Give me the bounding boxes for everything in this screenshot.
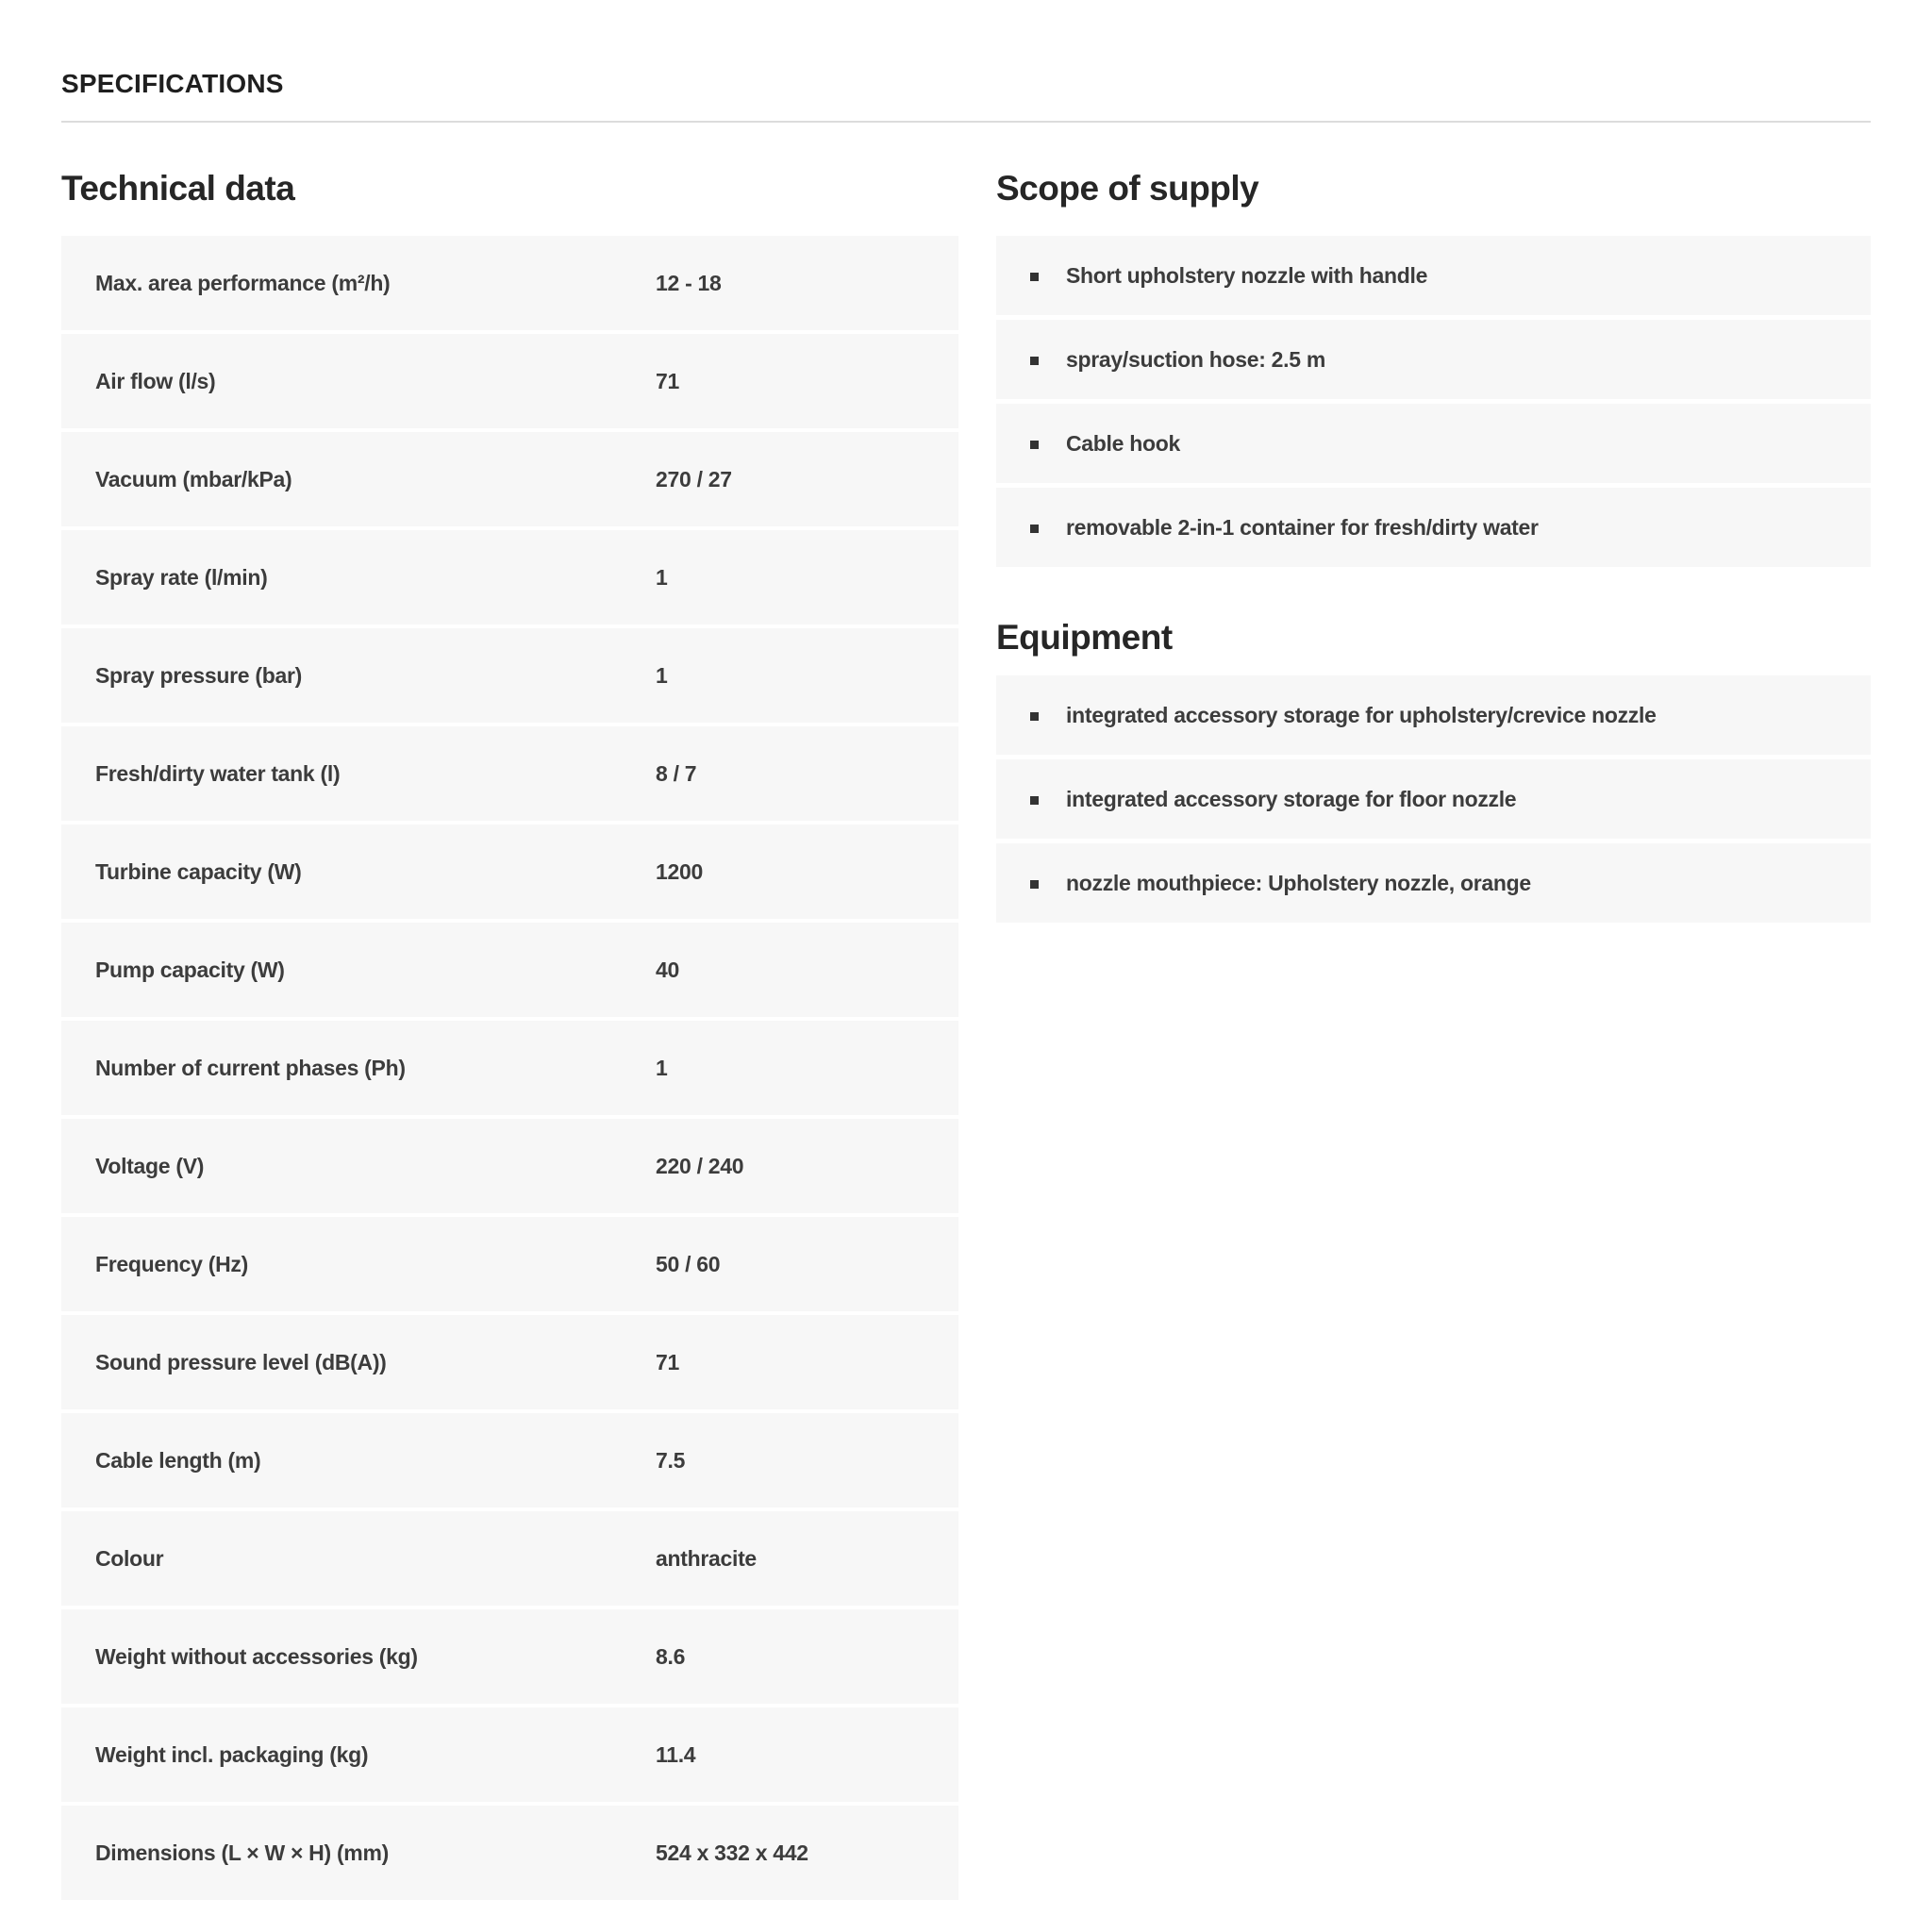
list-item bbox=[996, 759, 1871, 839]
list-item bbox=[996, 843, 1871, 923]
table-row bbox=[61, 923, 958, 1017]
spec-value: 1 bbox=[656, 1055, 668, 1080]
technical-data-table bbox=[61, 236, 958, 1900]
spec-label: Pump capacity (W) bbox=[95, 957, 285, 982]
table-row bbox=[61, 726, 958, 821]
table-row bbox=[61, 530, 958, 625]
scope-of-supply-heading: Scope of supply bbox=[996, 169, 1259, 208]
table-row bbox=[61, 334, 958, 428]
spec-label: Weight without accessories (kg) bbox=[95, 1643, 418, 1669]
equipment-list bbox=[996, 675, 1871, 923]
spec-value: 71 bbox=[656, 1349, 679, 1374]
bullet-square-icon bbox=[1030, 796, 1039, 805]
list-item-text: Short upholstery nozzle with handle bbox=[1066, 262, 1428, 288]
spec-label: Number of current phases (Ph) bbox=[95, 1055, 406, 1080]
table-row bbox=[61, 824, 958, 919]
spec-label: Sound pressure level (dB(A)) bbox=[95, 1349, 387, 1374]
spec-value: 524 x 332 x 442 bbox=[656, 1840, 808, 1865]
table-row bbox=[61, 1511, 958, 1606]
table-row bbox=[61, 1315, 958, 1409]
spec-value: 8.6 bbox=[656, 1643, 686, 1669]
spec-value: 1 bbox=[656, 662, 668, 688]
scope-of-supply-list bbox=[996, 236, 1871, 567]
table-row bbox=[61, 628, 958, 723]
spec-label: Turbine capacity (W) bbox=[95, 858, 302, 884]
bullet-square-icon bbox=[1030, 712, 1039, 721]
list-item-text: nozzle mouthpiece: Upholstery nozzle, orange bbox=[1066, 870, 1531, 895]
spec-label: Spray rate (l/min) bbox=[95, 564, 268, 590]
spec-value: 50 / 60 bbox=[656, 1251, 721, 1276]
spec-value: 1 bbox=[656, 564, 668, 590]
spec-value: 11.4 bbox=[656, 1741, 696, 1767]
table-row bbox=[61, 1413, 958, 1507]
list-item-text: integrated accessory storage for floor nozzle bbox=[1066, 786, 1517, 811]
spec-label: Frequency (Hz) bbox=[95, 1251, 248, 1276]
table-row bbox=[61, 1707, 958, 1802]
spec-label: Vacuum (mbar/kPa) bbox=[95, 466, 292, 491]
list-item bbox=[996, 488, 1871, 567]
table-row bbox=[61, 1806, 958, 1900]
spec-value: 220 / 240 bbox=[656, 1153, 744, 1178]
table-row bbox=[61, 236, 958, 330]
spec-value: 40 bbox=[656, 957, 679, 982]
list-item-text: spray/suction hose: 2.5 m bbox=[1066, 346, 1325, 372]
bullet-square-icon bbox=[1030, 441, 1039, 449]
list-item-text: Cable hook bbox=[1066, 430, 1180, 456]
spec-value: 12 - 18 bbox=[656, 270, 722, 295]
bullet-square-icon bbox=[1030, 273, 1039, 281]
spec-value: 7.5 bbox=[656, 1447, 686, 1473]
list-item bbox=[996, 320, 1871, 399]
bullet-square-icon bbox=[1030, 880, 1039, 889]
right-column bbox=[996, 168, 1871, 927]
page-title: SPECIFICATIONS bbox=[61, 69, 284, 98]
list-item bbox=[996, 236, 1871, 315]
list-item bbox=[996, 675, 1871, 755]
equipment-heading: Equipment bbox=[996, 618, 1173, 657]
spec-value: anthracite bbox=[656, 1545, 757, 1571]
list-item-text: removable 2-in-1 container for fresh/dirty water bbox=[1066, 514, 1539, 540]
spec-label: Dimensions (L × W × H) (mm) bbox=[95, 1840, 389, 1865]
spec-value: 71 bbox=[656, 368, 679, 393]
spec-label: Voltage (V) bbox=[95, 1153, 205, 1178]
spec-value: 8 / 7 bbox=[656, 760, 697, 786]
spec-label: Max. area performance (m²/h) bbox=[95, 270, 391, 295]
bullet-square-icon bbox=[1030, 357, 1039, 365]
technical-data-section bbox=[61, 168, 958, 1904]
table-row bbox=[61, 1021, 958, 1115]
table-row bbox=[61, 1217, 958, 1311]
spec-label: Spray pressure (bar) bbox=[95, 662, 302, 688]
spec-value: 1200 bbox=[656, 858, 703, 884]
spec-label: Air flow (l/s) bbox=[95, 368, 216, 393]
table-row bbox=[61, 1119, 958, 1213]
spec-label: Cable length (m) bbox=[95, 1447, 261, 1473]
spec-label: Colour bbox=[95, 1545, 164, 1571]
technical-data-heading: Technical data bbox=[61, 169, 295, 208]
bullet-square-icon bbox=[1030, 525, 1039, 533]
spec-label: Weight incl. packaging (kg) bbox=[95, 1741, 369, 1767]
list-item bbox=[996, 404, 1871, 483]
table-row bbox=[61, 1609, 958, 1704]
spec-value: 270 / 27 bbox=[656, 466, 732, 491]
table-row bbox=[61, 432, 958, 526]
list-item-text: integrated accessory storage for upholstery/crevice nozzle bbox=[1066, 702, 1657, 727]
header-divider bbox=[61, 121, 1871, 123]
spec-label: Fresh/dirty water tank (l) bbox=[95, 760, 341, 786]
